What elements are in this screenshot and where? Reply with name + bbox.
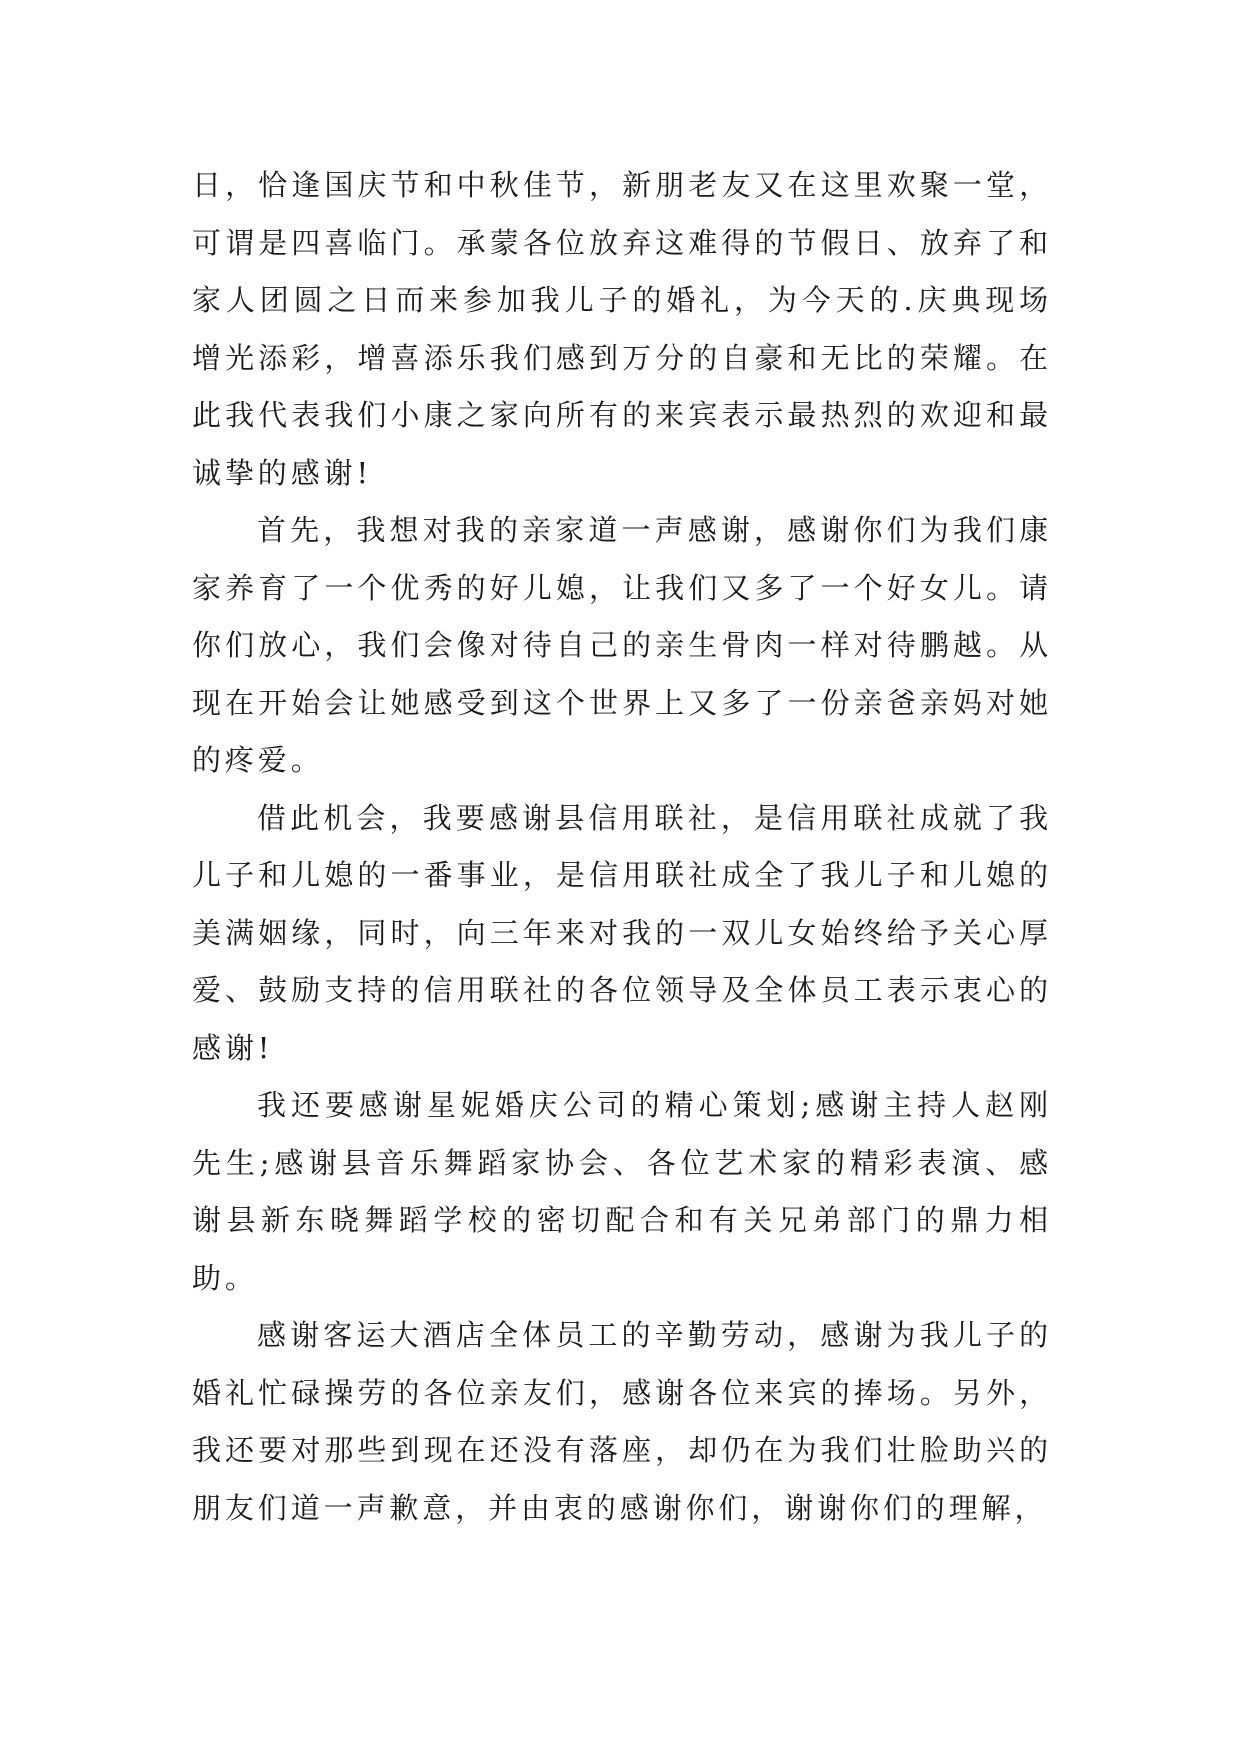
paragraph-5: 感谢客运大酒店全体员工的辛勤劳动，感谢为我儿子的婚礼忙碌操劳的各位亲友们，感谢各位来宾的捧场。另外，我还要对那些到现在还没有落座，却仍在为我们壮脸助兴的朋友们道一声歉意，并由衷的感谢你们，谢谢你们的理解， (192, 1318, 1052, 1525)
paragraph-1: 日，恰逢国庆节和中秋佳节，新朋老友又在这里欢聚一堂，可谓是四喜临门。承蒙各位放弃这难得的节假日、放弃了和家人团圆之日而来参加我儿子的婚礼，为今天的.庆典现场增光添彩，增喜添乐我们感到万分的自豪和无比的荣耀。在此我代表我们小康之家向所有的来宾表示最热烈的欢迎和最诚挚的感谢! (192, 168, 1052, 490)
paragraph-2: 首先，我想对我的亲家道一声感谢，感谢你们为我们康家养育了一个优秀的好儿媳，让我们又多了一个好女儿。请你们放心，我们会像对待自己的亲生骨肉一样对待鹏越。从现在开始会让她感受到这个世界上又多了一份亲爸亲妈对她的疼爱。 (192, 513, 1052, 777)
paragraph-3: 借此机会，我要感谢县信用联社，是信用联社成就了我儿子和儿媳的一番事业，是信用联社成全了我儿子和儿媳的美满姻缘，同时，向三年来对我的一双儿女始终给予关心厚爱、鼓励支持的信用联社的各位领导及全体员工表示衷心的感谢! (192, 800, 1052, 1065)
paragraph-4: 我还要感谢星妮婚庆公司的精心策划;感谢主持人赵刚先生;感谢县音乐舞蹈家协会、各位艺术家的精彩表演、感谢县新东晓舞蹈学校的密切配合和有关兄弟部门的鼎力相助。 (192, 1088, 1052, 1295)
document-page (192, 157, 1052, 1537)
